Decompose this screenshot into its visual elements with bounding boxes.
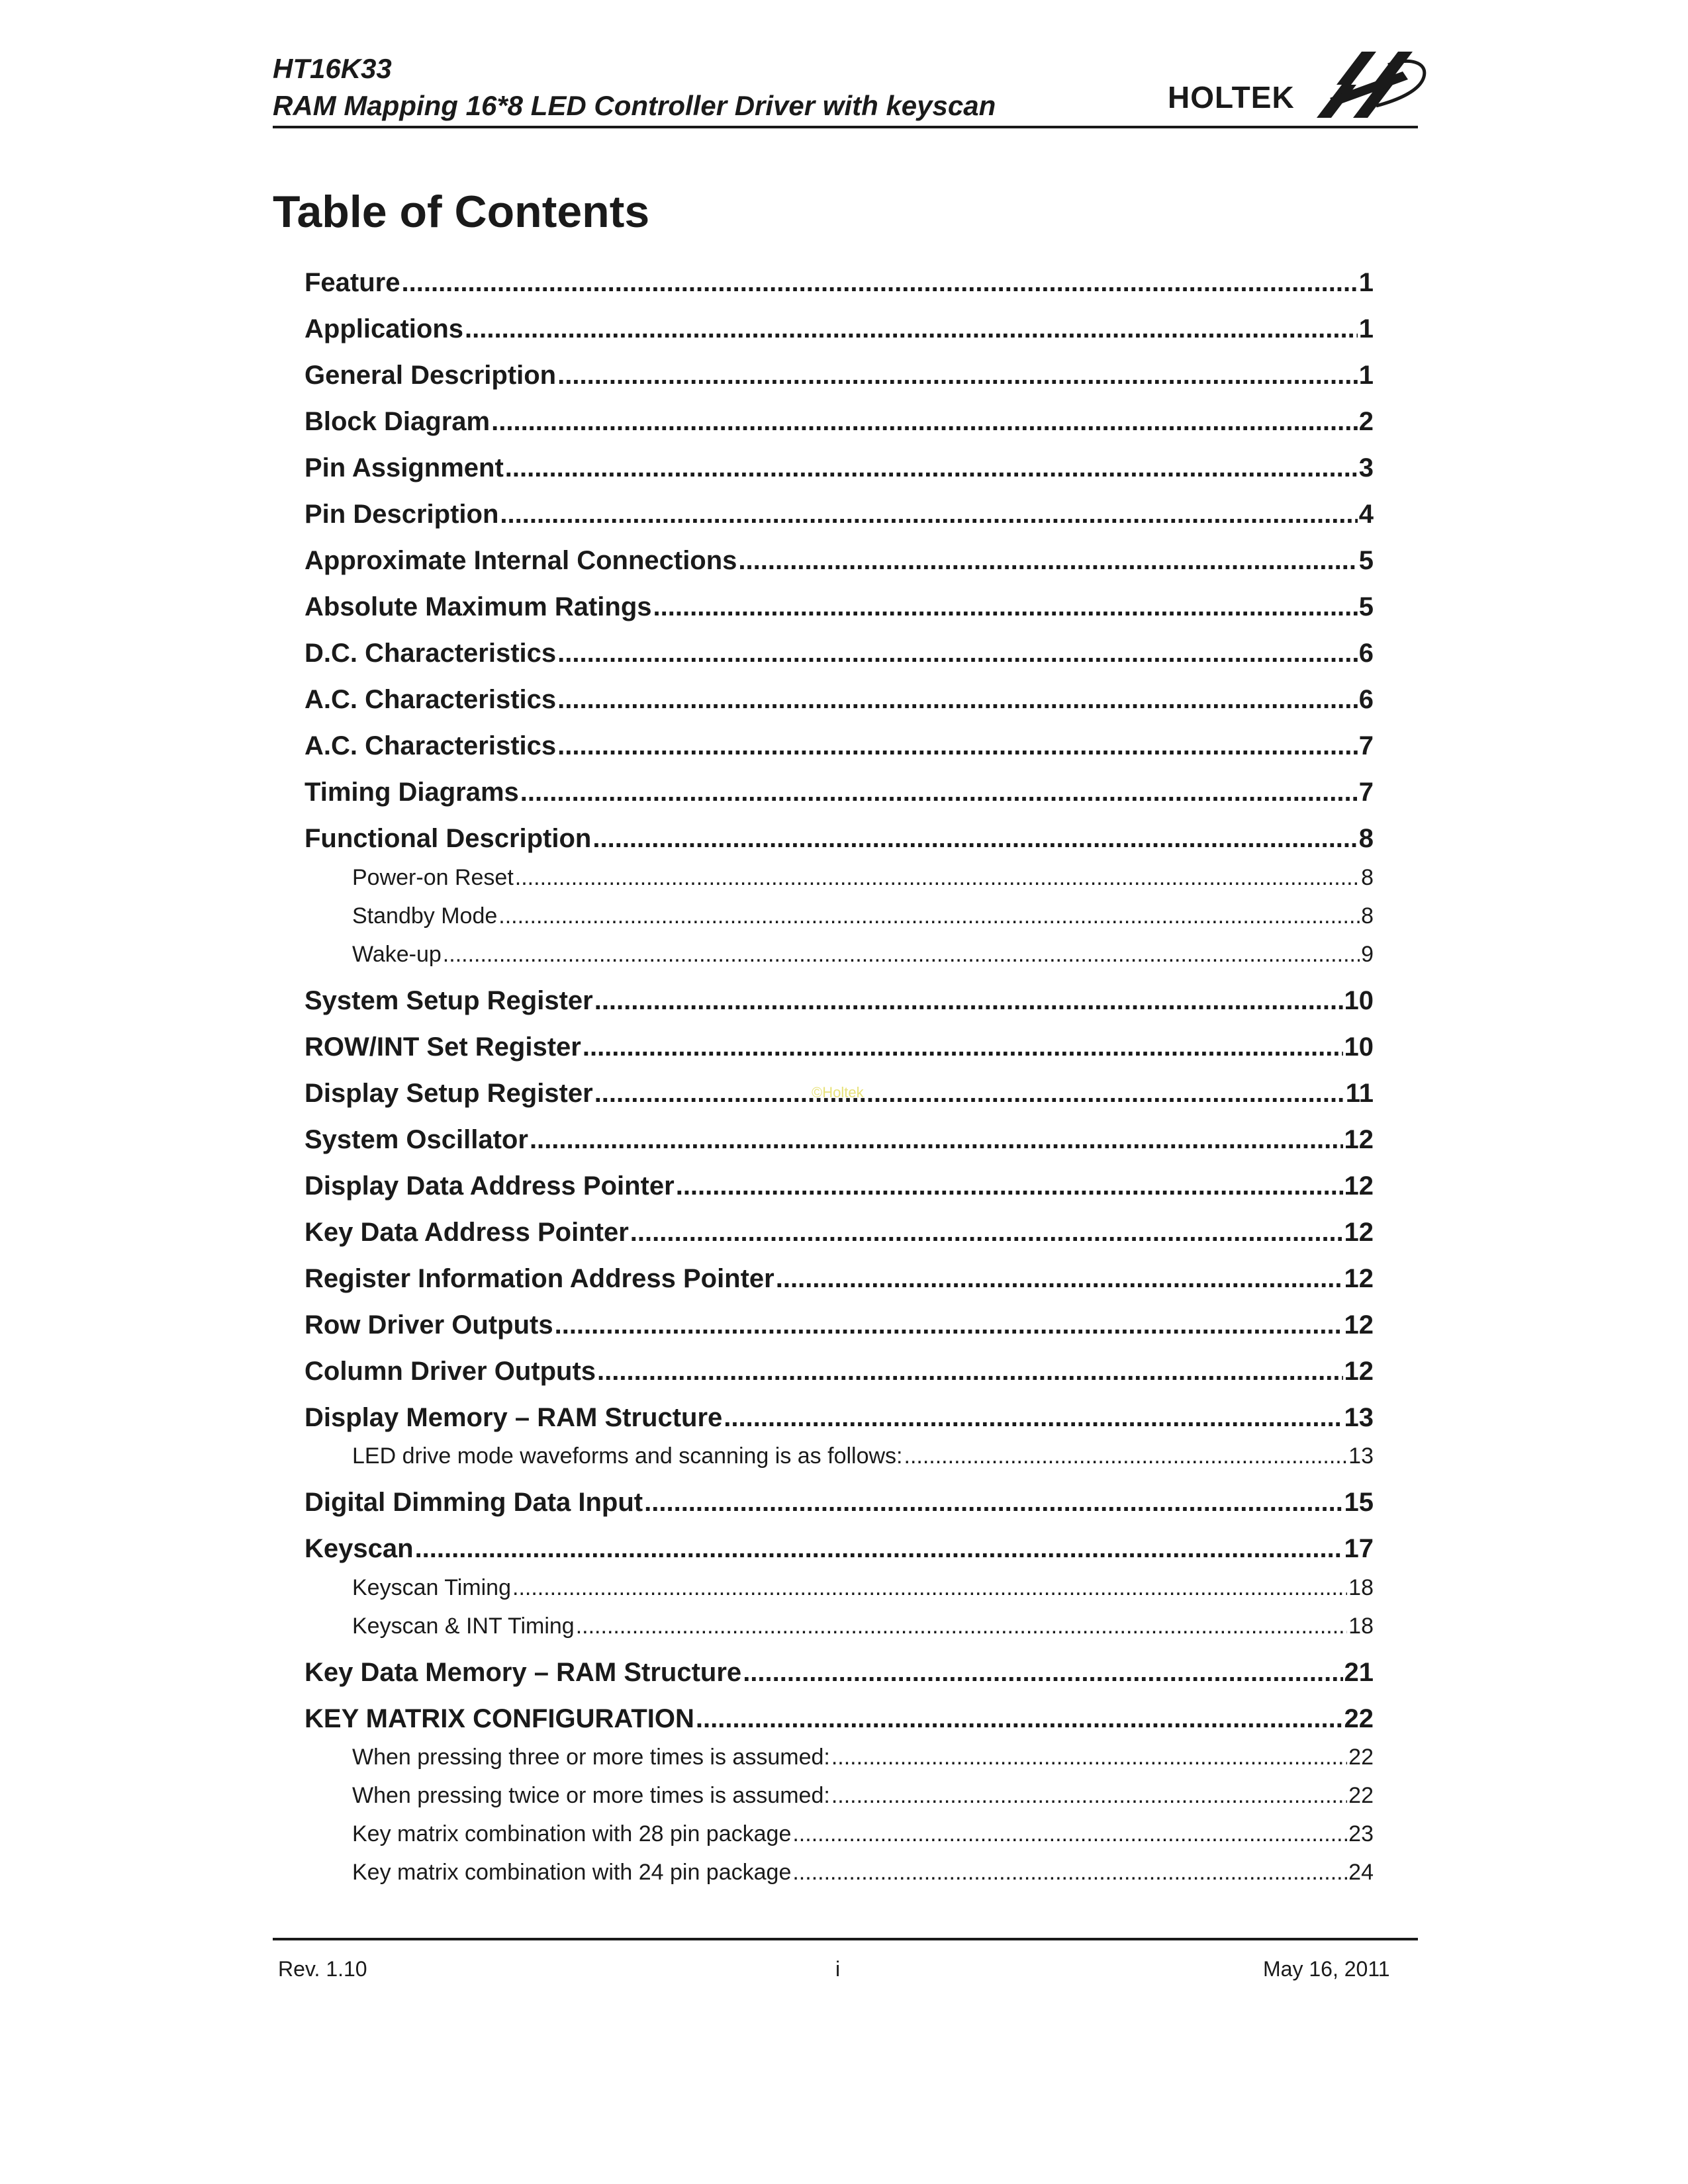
toc-entry[interactable] (305, 449, 1374, 486)
toc-entry-label: KEY MATRIX CONFIGURATION (305, 1704, 694, 1733)
dot-leader (498, 899, 1360, 933)
toc-entry-page: 8 (1358, 824, 1374, 853)
toc-entry-label: Column Driver Outputs (305, 1357, 596, 1386)
toc-entry[interactable] (305, 681, 1374, 718)
toc-entry-label: Power-on Reset (352, 865, 514, 890)
toc-entry-page: 10 (1344, 1032, 1374, 1062)
dot-leader (576, 1610, 1347, 1643)
toc-entry-label: Key matrix combination with 24 pin package (352, 1860, 792, 1885)
toc-entry-label: System Setup Register (305, 986, 593, 1015)
toc-entry-label: Key matrix combination with 28 pin package (352, 1821, 792, 1846)
toc-subentry[interactable] (352, 1856, 1374, 1889)
dot-leader (743, 1654, 1342, 1691)
toc-entry-label: Digital Dimming Data Input (305, 1488, 643, 1517)
toc-entry-page: 8 (1361, 865, 1374, 890)
toc-entry-page: 12 (1344, 1357, 1374, 1386)
toc-subentry[interactable] (352, 861, 1374, 894)
toc-entry-label: Register Information Address Pointer (305, 1264, 774, 1293)
dot-leader (555, 1306, 1343, 1343)
toc-entry[interactable] (305, 635, 1374, 672)
toc-entry[interactable] (305, 542, 1374, 579)
toc-entry-page: 1 (1358, 268, 1374, 297)
toc-entry-label: ROW/INT Set Register (305, 1032, 581, 1062)
toc-entry-page: 22 (1348, 1783, 1374, 1808)
dot-leader (904, 1439, 1348, 1473)
toc-entry-page: 10 (1344, 986, 1374, 1015)
dot-leader (557, 635, 1358, 672)
toc-entry-label: Absolute Maximum Ratings (305, 592, 652, 621)
toc-entry[interactable] (305, 1484, 1374, 1521)
toc-subentry[interactable] (352, 1779, 1374, 1812)
document-subtitle: RAM Mapping 16*8 LED Controller Driver with keyscan (273, 90, 996, 121)
dot-leader (443, 938, 1360, 971)
toc-entry[interactable] (305, 1167, 1374, 1205)
toc-entry-page: 8 (1361, 903, 1374, 929)
holtek-logo-icon (1310, 45, 1432, 124)
page-header (273, 52, 1418, 130)
dot-leader (592, 820, 1357, 857)
dot-leader (594, 982, 1343, 1019)
toc-entry-label: Block Diagram (305, 407, 491, 436)
toc-entry[interactable] (305, 820, 1374, 857)
toc-entry-page: 6 (1358, 639, 1374, 668)
toc-entry-label: Timing Diagrams (305, 778, 519, 807)
toc-entry[interactable] (305, 264, 1374, 301)
toc-entry-label: Pin Assignment (305, 453, 504, 482)
toc-entry-label: LED drive mode waveforms and scanning is as follows: (352, 1443, 903, 1469)
toc-entry[interactable] (305, 1214, 1374, 1251)
dot-leader (597, 1353, 1342, 1390)
toc-entry-page: 12 (1344, 1125, 1374, 1154)
dot-leader (776, 1260, 1343, 1297)
toc-entry-label: Pin Description (305, 500, 499, 529)
toc-entry[interactable] (305, 1306, 1374, 1343)
toc-entry[interactable] (305, 357, 1374, 394)
toc-entry[interactable] (305, 1353, 1374, 1390)
page-title: Table of Contents (273, 187, 650, 237)
toc-entry-page: 3 (1358, 453, 1374, 482)
toc-entry[interactable] (305, 1399, 1374, 1436)
dot-leader (583, 1028, 1343, 1066)
dot-leader (738, 542, 1357, 579)
toc-entry-label: Functional Description (305, 824, 592, 853)
toc-entry-label: Feature (305, 268, 400, 297)
toc-entry-label: When pressing three or more times is assumed: (352, 1745, 830, 1770)
dot-leader (520, 774, 1358, 811)
dot-leader (594, 1075, 1344, 1112)
toc-entry[interactable] (305, 1530, 1374, 1567)
toc-entry-page: 12 (1344, 1218, 1374, 1247)
toc-entry-page: 12 (1344, 1264, 1374, 1293)
toc-subentry[interactable] (352, 899, 1374, 933)
toc-entry[interactable] (305, 588, 1374, 625)
logo-text: HOLTEK (1168, 80, 1295, 114)
dot-leader (630, 1214, 1343, 1251)
toc-entry-page: 12 (1344, 1171, 1374, 1201)
toc-entry[interactable] (305, 1700, 1374, 1737)
dot-leader (465, 310, 1358, 347)
toc-entry[interactable] (305, 982, 1374, 1019)
toc-entry-page: 15 (1344, 1488, 1374, 1517)
dot-leader (792, 1856, 1347, 1889)
dot-leader (724, 1399, 1342, 1436)
toc-entry[interactable] (305, 1121, 1374, 1158)
toc-entry-label: Keyscan (305, 1534, 414, 1563)
toc-entry-page: 7 (1358, 778, 1374, 807)
toc-entry[interactable] (305, 496, 1374, 533)
toc-entry[interactable] (305, 727, 1374, 764)
toc-entry-label: Standby Mode (352, 903, 498, 929)
toc-entry-label: Key Data Memory – RAM Structure (305, 1658, 742, 1687)
header-divider (273, 126, 1418, 128)
toc-entry[interactable] (305, 774, 1374, 811)
toc-entry-label: System Oscillator (305, 1125, 528, 1154)
toc-entry-label: Display Data Address Pointer (305, 1171, 675, 1201)
dot-leader (505, 449, 1358, 486)
toc-entry-page: 22 (1348, 1745, 1374, 1770)
toc-entry-page: 18 (1348, 1575, 1374, 1600)
toc-subentry[interactable] (352, 1571, 1374, 1604)
toc-entry-page: 22 (1344, 1704, 1374, 1733)
watermark: ©Holtek (812, 1084, 864, 1101)
toc-subentry[interactable] (352, 1439, 1374, 1473)
toc-entry-label: When pressing twice or more times is assumed: (352, 1783, 830, 1808)
toc-subentry[interactable] (352, 938, 1374, 971)
toc-entry-label: Key Data Address Pointer (305, 1218, 629, 1247)
toc-entry[interactable] (305, 403, 1374, 440)
toc-entry-page: 11 (1345, 1079, 1374, 1108)
dot-leader (557, 727, 1358, 764)
dot-leader (512, 1571, 1347, 1604)
dot-leader (676, 1167, 1343, 1205)
dot-leader (557, 681, 1358, 718)
toc-entry-label: A.C. Characteristics (305, 685, 557, 714)
toc-entry-page: 17 (1344, 1534, 1374, 1563)
toc-subentry[interactable] (352, 1610, 1374, 1643)
toc-entry[interactable] (305, 310, 1374, 347)
toc-entry-page: 5 (1358, 592, 1374, 621)
toc-entry-page: 18 (1348, 1614, 1374, 1639)
toc-entry-label: A.C. Characteristics (305, 731, 557, 760)
revision-label: Rev. 1.10 (278, 1957, 367, 1981)
page-number: i (835, 1957, 841, 1981)
dot-leader (696, 1700, 1343, 1737)
dot-leader (557, 357, 1358, 394)
toc-subentry[interactable] (352, 1741, 1374, 1774)
toc-entry-label: Keyscan Timing (352, 1575, 511, 1600)
toc-entry[interactable] (305, 1260, 1374, 1297)
toc-entry-label: D.C. Characteristics (305, 639, 557, 668)
toc-entry-label: Wake-up (352, 942, 442, 967)
toc-entry-page: 13 (1344, 1403, 1374, 1432)
toc-entry-label: General Description (305, 361, 557, 390)
toc-entry-page: 23 (1348, 1821, 1374, 1846)
toc-entry-page: 13 (1348, 1443, 1374, 1469)
dot-leader (831, 1779, 1347, 1812)
dot-leader (644, 1484, 1342, 1521)
dot-leader (831, 1741, 1347, 1774)
dot-leader (402, 264, 1358, 301)
toc-entry-label: Display Setup Register (305, 1079, 593, 1108)
toc-entry-page: 7 (1358, 731, 1374, 760)
toc-entry-page: 9 (1361, 942, 1374, 967)
toc-entry-label: Display Memory – RAM Structure (305, 1403, 723, 1432)
toc-entry-page: 5 (1358, 546, 1374, 575)
dot-leader (653, 588, 1358, 625)
toc-entry-page: 21 (1344, 1658, 1374, 1687)
toc-entry-page: 1 (1358, 361, 1374, 390)
dot-leader (415, 1530, 1343, 1567)
dot-leader (491, 403, 1358, 440)
toc-entry-page: 2 (1358, 407, 1374, 436)
document-id: HT16K33 (273, 53, 392, 84)
toc-entry-label: Applications (305, 314, 464, 343)
toc-entry-page: 4 (1358, 500, 1374, 529)
date-label: May 16, 2011 (1263, 1957, 1390, 1981)
toc-entry-label: Row Driver Outputs (305, 1310, 553, 1340)
toc-entry-label: Approximate Internal Connections (305, 546, 737, 575)
toc-entry-label: Keyscan & INT Timing (352, 1614, 575, 1639)
holtek-logo (1168, 45, 1432, 128)
dot-leader (500, 496, 1357, 533)
toc-entry-page: 12 (1344, 1310, 1374, 1340)
toc-entry[interactable] (305, 1028, 1374, 1066)
dot-leader (530, 1121, 1343, 1158)
footer-divider (273, 1938, 1418, 1940)
toc-entry-page: 24 (1348, 1860, 1374, 1885)
toc-entry-page: 6 (1358, 685, 1374, 714)
toc-entry-page: 1 (1358, 314, 1374, 343)
toc-subentry[interactable] (352, 1817, 1374, 1850)
toc-entry[interactable] (305, 1654, 1374, 1691)
dot-leader (515, 861, 1360, 894)
dot-leader (792, 1817, 1347, 1850)
